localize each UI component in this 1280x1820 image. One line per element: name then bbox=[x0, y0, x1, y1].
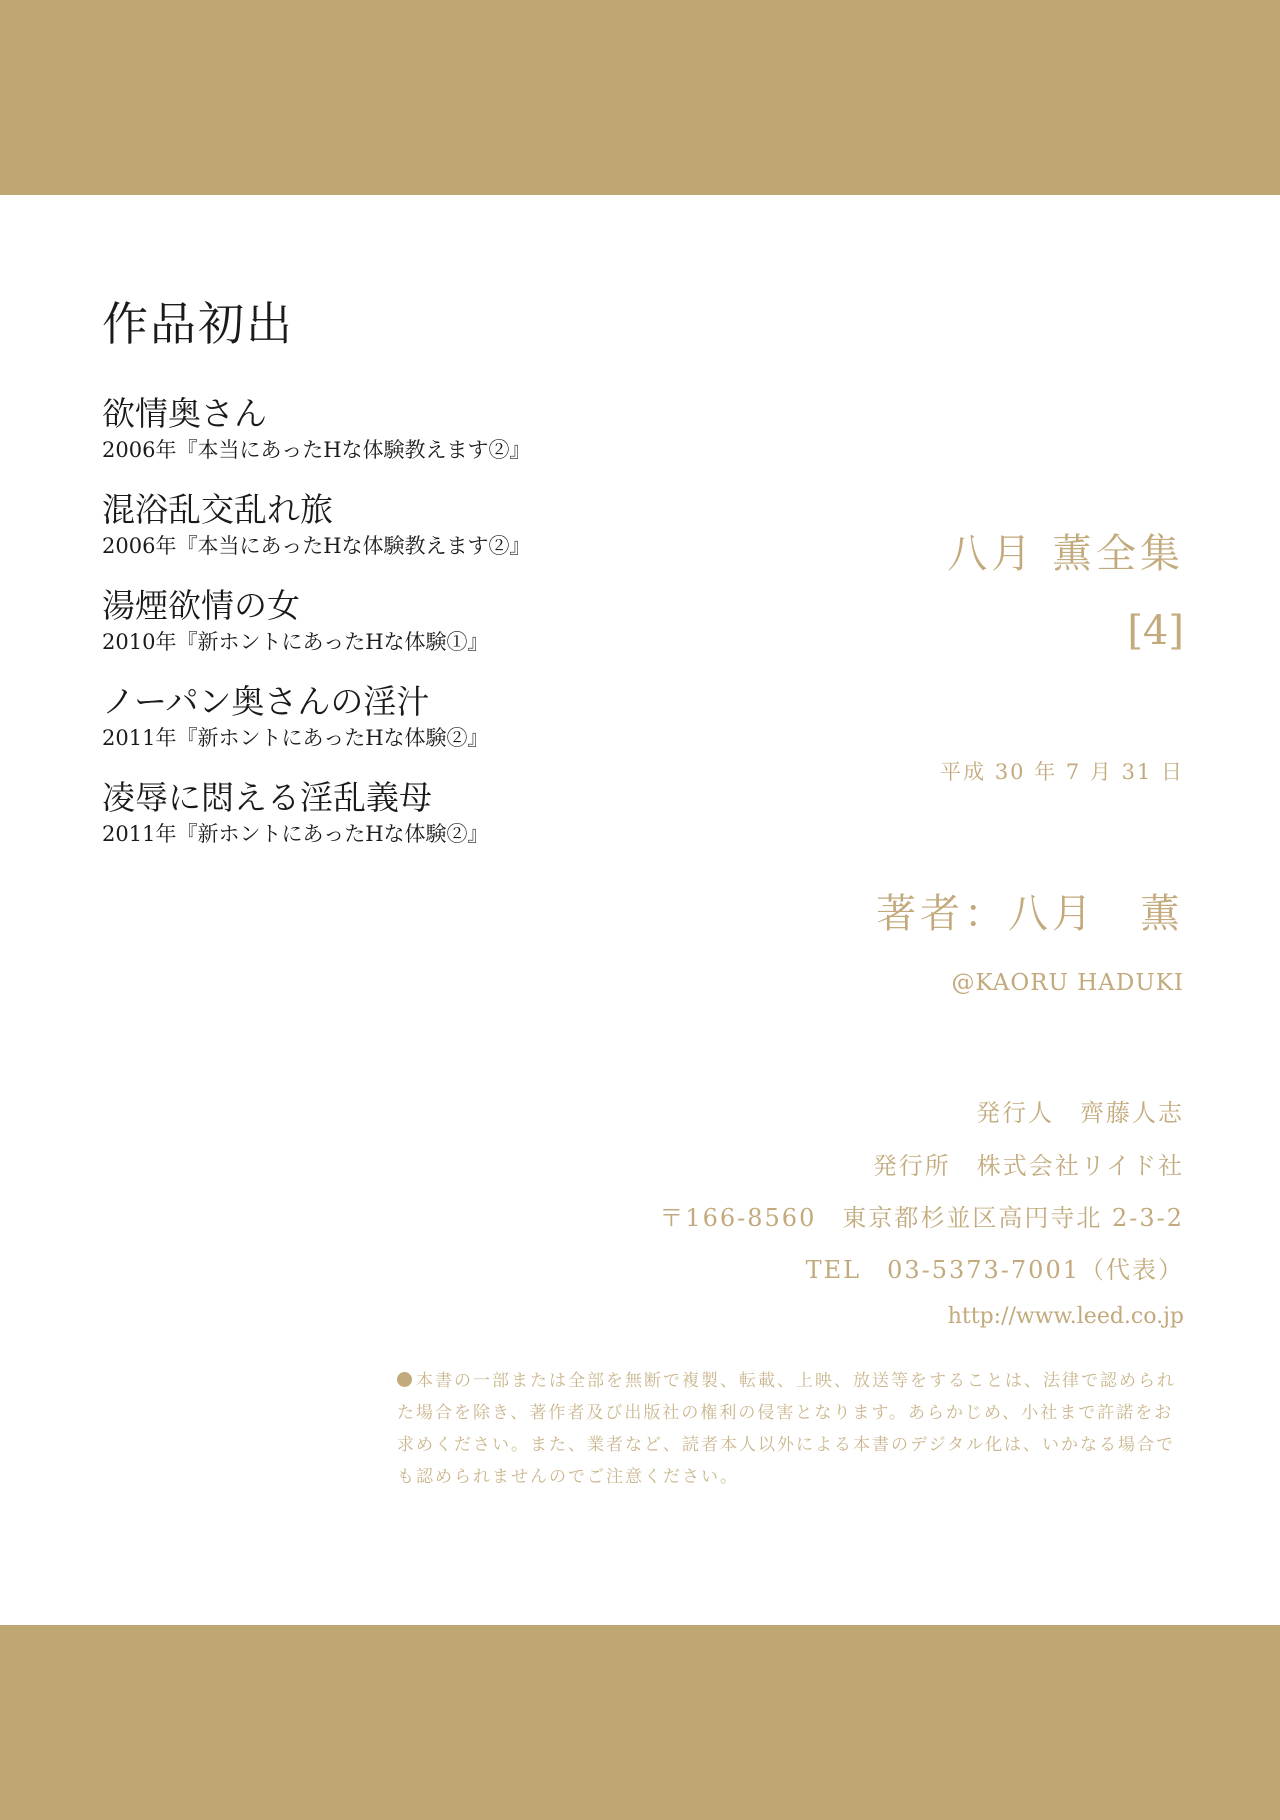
bullet-icon bbox=[397, 1372, 412, 1387]
work-item bbox=[102, 777, 531, 873]
tel-line: TEL 03-5373-7001（代表） bbox=[805, 1256, 1184, 1284]
work-title: 凌辱に悶える淫乱義母 bbox=[102, 778, 432, 817]
work-source: 2011年『新ホントにあったHな体験②』 bbox=[102, 822, 489, 846]
volume-number: [4] bbox=[1127, 608, 1184, 654]
top-band bbox=[0, 0, 1280, 195]
work-title: ノーパン奥さんの淫汁 bbox=[102, 682, 430, 721]
work-item bbox=[102, 489, 531, 585]
work-title: 湯煙欲情の女 bbox=[102, 586, 300, 625]
bottom-band bbox=[0, 1625, 1280, 1820]
website-link[interactable]: http://www.leed.co.jp bbox=[947, 1304, 1184, 1329]
work-title: 欲情奥さん bbox=[102, 394, 267, 433]
work-item bbox=[102, 393, 531, 489]
collection-title: 八月 薫全集 bbox=[947, 531, 1184, 577]
company-line: 発行所 株式会社リイド社 bbox=[872, 1152, 1184, 1180]
author-credit: 著者：八月 薫 bbox=[876, 891, 1184, 937]
copyright-notice bbox=[397, 1365, 1187, 1493]
work-item bbox=[102, 681, 531, 777]
address-line: 〒166-8560 東京都杉並区高円寺北 2-3-2 bbox=[659, 1204, 1184, 1232]
work-source: 2010年『新ホントにあったHな体験①』 bbox=[102, 630, 489, 654]
notice-text: 本書の一部または全部を無断で複製、転載、上映、放送等をすることは、法律で認められた場合を除き、著作者及び出版社の権利の侵害となります。あらかじめ、小社まで許諾をお求めください。また、業者など、読者本人以外による本書のデジタル化は、いかなる場合でも認められませんのでご注意ください。 bbox=[397, 1371, 1176, 1487]
publication-date: 平成 30 年 7 月 31 日 bbox=[940, 760, 1184, 784]
work-item bbox=[102, 585, 531, 681]
work-source: 2006年『本当にあったHな体験教えます②』 bbox=[102, 438, 531, 462]
work-title: 混浴乱交乱れ旅 bbox=[102, 490, 333, 529]
publisher-line: 発行人 齊藤人志 bbox=[976, 1099, 1184, 1127]
works-list bbox=[102, 393, 531, 873]
work-source: 2011年『新ホントにあったHな体験②』 bbox=[102, 726, 489, 750]
page-heading: 作品初出 bbox=[102, 297, 294, 351]
copyright-line: @KAORU HADUKI bbox=[951, 970, 1184, 996]
work-source: 2006年『本当にあったHな体験教えます②』 bbox=[102, 534, 531, 558]
